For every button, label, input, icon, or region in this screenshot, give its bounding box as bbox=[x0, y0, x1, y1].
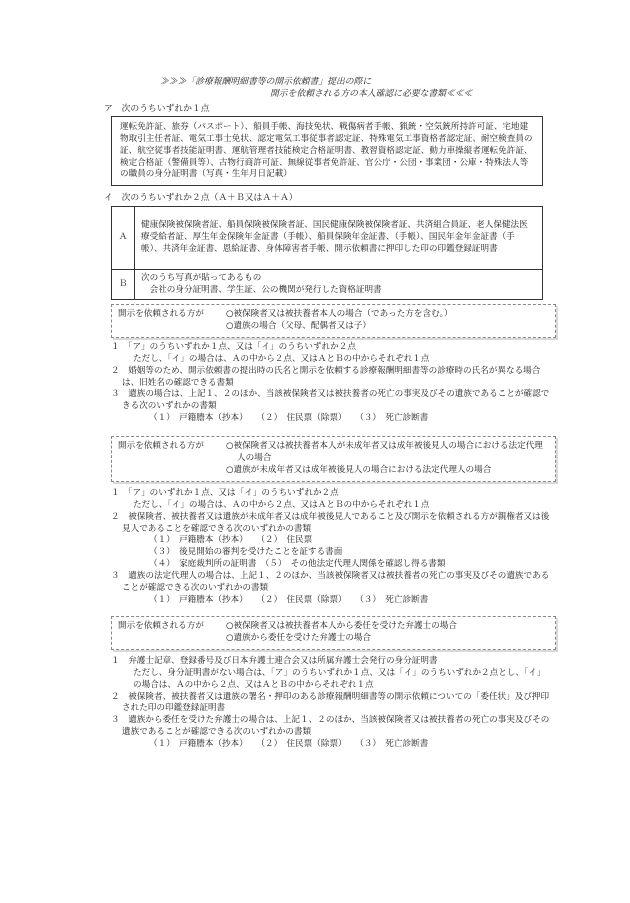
case3-items bbox=[111, 656, 551, 751]
case2-box bbox=[111, 436, 556, 482]
case1-option-2: ○遺族の場合（父母、配偶者又は子） bbox=[226, 320, 371, 331]
case3-option-2: ○遺族から委任を受けた弁護士の場合 bbox=[226, 632, 371, 643]
list-item: （１） 戸籍謄本（抄本） （２） 住民票（除票） （３） 死亡診断書 bbox=[149, 594, 429, 605]
list-item: １ 弁護士記章、登録番号及び日本弁護士連合会又は所属弁護士会発行の身分証明書 bbox=[111, 656, 438, 666]
list-item: ２ 婚姻等のため、開示依頼書の提出時の氏名と開示を依頼する診療報酬明細書等の診療時の氏名が異なる場合は、旧姓名の確認できる書類 bbox=[111, 365, 541, 388]
list-item: （１） 戸籍謄本（抄本） （２） 住民票（除票） （３） 死亡診断書 bbox=[149, 739, 429, 750]
list-item: （１） 戸籍謄本（抄本） （２） 住民票 bbox=[149, 535, 313, 546]
list-item: ３ 遺族から委任を受けた弁護士の場合は、上記１、２のほか、当該被保険者又は被扶養者の死亡の事実及びその遺族であることが確認できる次のいずれかの書類 bbox=[111, 715, 550, 738]
case2-label: 開示を依頼される方が bbox=[118, 441, 204, 451]
list-item: ２ 被保険者、被扶養者又は遺族の署名・押印のある診療報酬明細書等の開示依頼についての「委任状」及び押印された印の印鑑登録証明書 bbox=[111, 691, 550, 714]
title-line-1: ≫≫≫「診療報酬明細書等の開示依頼書」提出の際に bbox=[160, 77, 372, 87]
list-item: ３ 遺族の法定代理人の場合は、上記１、２のほか、当該被保険者又は被扶養者の死亡の事実及びその遺族であることが確認できる次のいずれかの書類 bbox=[111, 571, 550, 593]
table-row bbox=[112, 207, 543, 270]
list-item: ただし、身分証明書がない場合は、「ア」のうちいずれか１点、又は「イ」のうちいずれか２点とし、「イ」の場合は、Ａの中から２点、又はＡとＢの中からそれぞれ１点 bbox=[133, 667, 546, 690]
case1-label: 開示を依頼される方が bbox=[118, 309, 204, 319]
row-text: 健康保険被保険者証、船員保険被保険者証、国民健康保険被保険者証、共済組合員証、老人保健法医療受給者証、厚生年金保険年金証書（手帳）、船員保険年金証書、（手帳）、国民年金年金証書（手帳）、共済年金証書、恩給証書、身体障害者手帳、開示依頼書に押印した印の印鑑登録証明書 bbox=[135, 207, 543, 270]
list-item: ただし、「イ」の場合は、Ａの中から２点、又はＡとＢの中からそれぞれ１点 bbox=[133, 353, 430, 364]
row-text: 次のうち写真が貼ってあるもの 会社の身分証明書、学生証、公の機関が発行した資格証明書 bbox=[135, 270, 543, 300]
case1-option-1: ○被保険者又は被扶養者本人の場合（であった方を含む。） bbox=[226, 309, 453, 319]
row-key: Ｂ bbox=[112, 270, 135, 300]
case3-box bbox=[111, 616, 556, 650]
case2-option-2: ○遺族が未成年者又は成年被後見人の場合における法定代理人の場合 bbox=[226, 464, 492, 475]
list-item: （１） 戸籍謄本（抄本） （２） 住民票（除票） （３） 死亡診断書 bbox=[149, 413, 429, 424]
list-item: ２ 被保険者、被扶養者又は遺族が未成年者又は成年被後見人であること及び開示を依頼される方が親権者又は後見人であることを確認できる次のいずれかの書類 bbox=[111, 511, 550, 534]
case1-items bbox=[111, 342, 551, 425]
document-title bbox=[160, 76, 472, 100]
section-a-heading: ア 次のうちいずれか１点 bbox=[104, 104, 210, 114]
row-key: Ａ bbox=[112, 207, 135, 270]
list-item: ただし、「イ」の場合は、Ａの中から２点、又はＡとＢの中からそれぞれ１点 bbox=[133, 499, 430, 510]
case3-option-1: ○被保険者又は被扶養者本人から委任を受けた弁護士の場合 bbox=[226, 621, 457, 631]
section-a-text: 運転免許証、旅券（パスポート）、船員手帳、海技免状、戦傷病者手帳、猟銃・空気銃所持許可証、宅地建物取引主任者証、電気工事士免状、認定電気工事従事者認定証、特殊電気工事資格者認定証、耐空検査員の証、航空従事者技能証明書、運航管理者技能検定合格証明書、教習資格認定証、動力車操縦者運転免許証、検定合格証（警備員等）、古物行商許可証、無線従事者免許証、官公庁・公団・事業団・公庫・特殊法人等の職員の身分証明書（写真・生年月日記載） bbox=[120, 122, 533, 180]
list-item: （４） 家庭裁判所の証明書 （５） その他法定代理人関係を確認し得る書類 bbox=[149, 559, 446, 570]
list-item: （３） 後見開始の審判を受けたことを証する書面 bbox=[149, 547, 343, 558]
list-item: ３ 遺族の場合は、上記１、２のほか、当該被保険者又は被扶養者の死亡の事実及びその遺族であることが確認できる次のいずれかの書類 bbox=[111, 389, 550, 412]
list-item: １ 「ア」のうちいずれか１点、又は「イ」のうちいずれか２点 bbox=[111, 342, 356, 352]
section-i-heading: イ 次のうちいずれか２点（Ａ＋Ｂ又はＡ＋Ａ） bbox=[104, 193, 298, 203]
case2-items bbox=[111, 488, 551, 607]
section-i-table bbox=[111, 206, 543, 300]
title-line-2: 開示を依頼される方の本人確認に必要な書類≪≪≪ bbox=[270, 89, 473, 100]
table-row bbox=[112, 270, 543, 300]
case3-label: 開示を依頼される方が bbox=[118, 621, 204, 631]
list-item: １ 「ア」のいずれか１点、又は「イ」のうちいずれか２点 bbox=[111, 488, 339, 498]
section-a-box bbox=[111, 116, 543, 186]
case1-box bbox=[111, 304, 556, 338]
case2-option-1: ○被保険者又は被扶養者本人が未成年者又は成年被後見人の場合における法定代理人の場合 bbox=[226, 441, 543, 463]
